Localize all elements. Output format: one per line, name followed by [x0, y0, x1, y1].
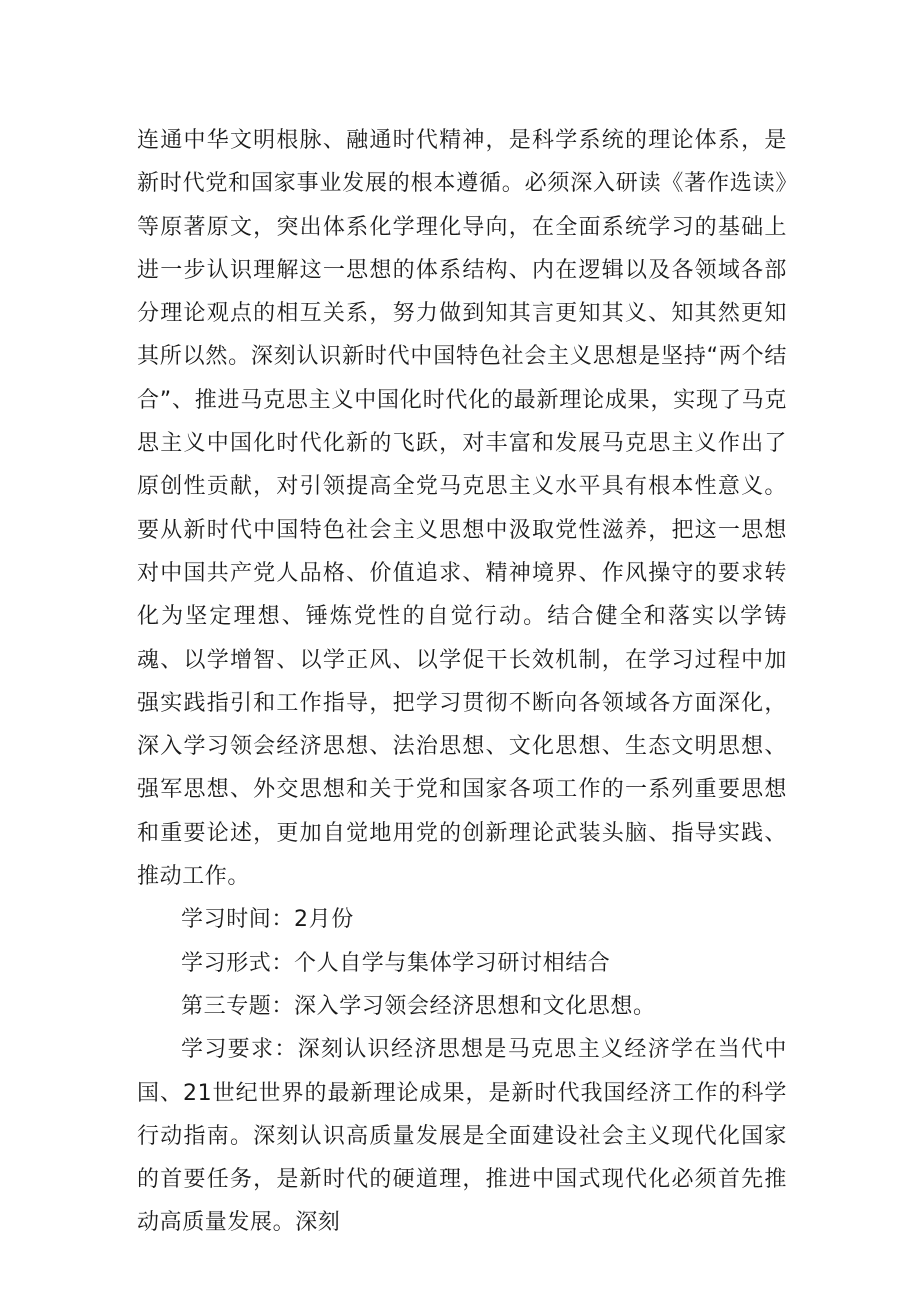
paragraph-study-time: 学习时间：2月份 — [181, 907, 354, 933]
paragraph-topic-three: 第三专题：深入学习领会经济思想和文化思想。 — [181, 993, 656, 1019]
document-body — [137, 119, 787, 1245]
paragraph-theory-study: 连通中华文明根脉、融通时代精神，是科学系统的理论体系，是新时代党和国家事业发展的根本遵循。必须深入研读《著作选读》等原著原文，突出体系化学理化导向，在全面系统学习的基础上进一步认识理解这一思想的体系结构、内在逻辑以及各领域各部分理论观点的相互关系，努力做到知其言更知其义、知其然更知其所以然。深刻认识新时代中国特色社会主义思想是坚持“两个结合”、推进马克思主义中国化时代化的最新理论成果，实现了马克思主义中国化时代化新的飞跃，对丰富和发展马克思主义作出了原创性贡献，对引领提高全党马克思主义水平具有根本性意义。要从新时代中国特色社会主义思想中汲取党性滋养，把这一思想对中国共产党人品格、价值追求、精神境界、作风操守的要求转化为坚定理想、锤炼党性的自觉行动。结合健全和落实以学铸魂、以学增智、以学正风、以学促干长效机制，在学习过程中加强实践指引和工作指导，把学习贯彻不断向各领域各方面深化，深入学习领会经济思想、法治思想、文化思想、生态文明思想、强军思想、外交思想和关于党和国家各项工作的一系列重要思想和重要论述，更加自觉地用党的创新理论武装头脑、指导实践、推动工作。 — [137, 128, 787, 890]
paragraph-study-form: 学习形式：个人自学与集体学习研讨相结合 — [181, 950, 611, 976]
paragraph-study-requirements: 学习要求：深刻认识经济思想是马克思主义经济学在当代中国、21世纪世界的最新理论成果，是新时代我国经济工作的科学行动指南。深刻认识高质量发展是全面建设社会主义现代化国家的首要任务，是新时代的硬道理，推进中国式现代化必须首先推动高质量发展。深刻 — [137, 1037, 787, 1236]
